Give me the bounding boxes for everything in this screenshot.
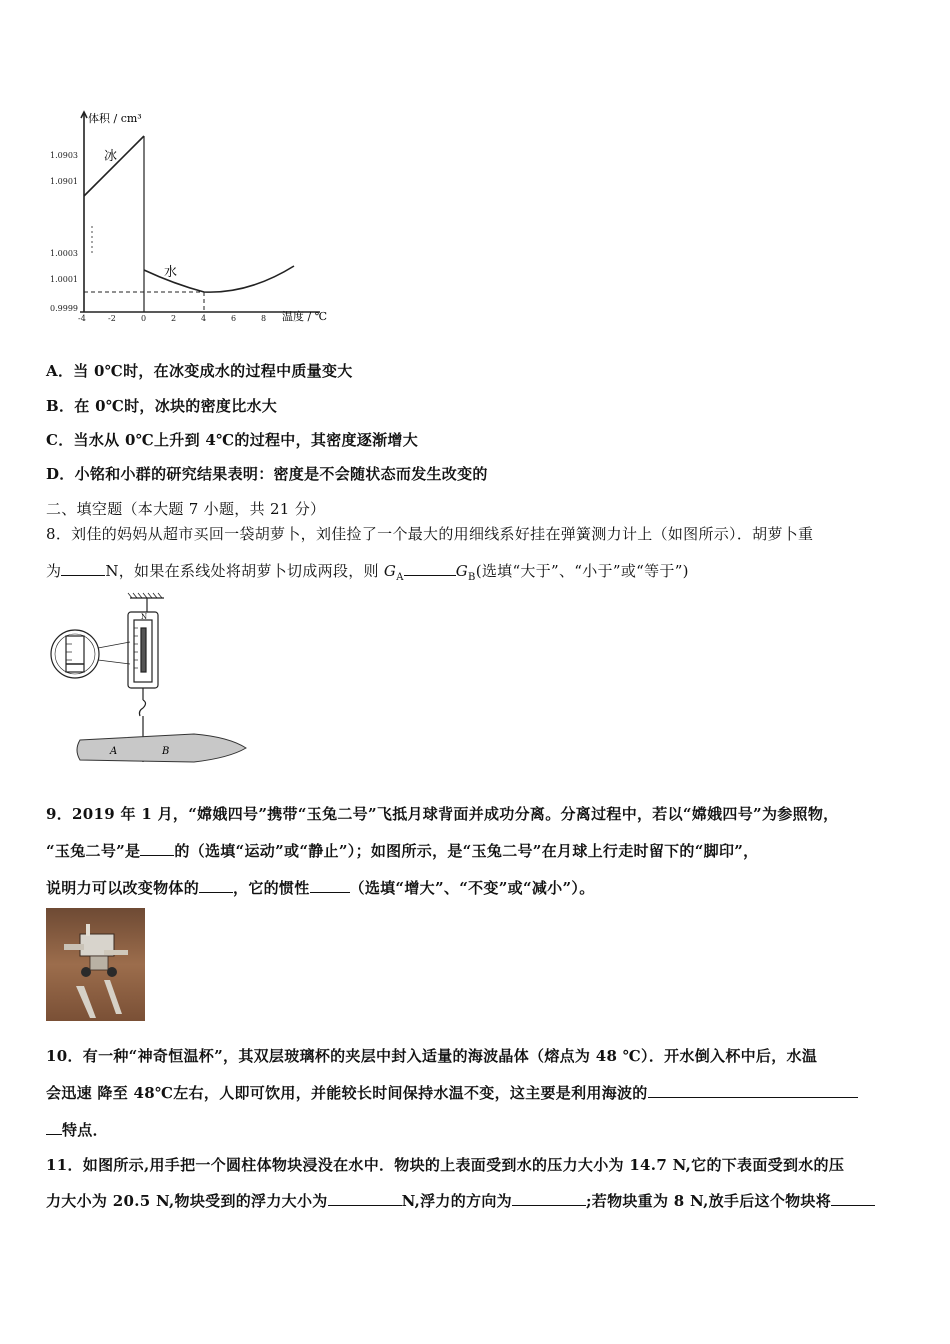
carrot-label-b: B — [162, 746, 170, 757]
q9-text: ，它的惯性 — [233, 879, 310, 897]
q11-blank-result[interactable] — [831, 1191, 875, 1206]
q10-text: 特点． — [62, 1121, 108, 1139]
graph-ice-label: 冰 — [104, 149, 118, 164]
x-tick: 4 — [201, 314, 207, 323]
spring-scale-carrot-figure — [44, 592, 254, 770]
x-tick: -4 — [78, 314, 86, 323]
q8-text: 为 — [46, 562, 62, 580]
y-tick: 1.0901 — [50, 177, 78, 186]
q9-line-2 — [46, 840, 759, 861]
scale-unit-label: N — [141, 613, 148, 621]
q8-blank-weight[interactable] — [61, 561, 105, 576]
x-tick: 6 — [231, 314, 237, 323]
q8-text: (选填“大于”、“小于”或“等于”) — [475, 562, 689, 580]
q11-line-2 — [46, 1190, 875, 1211]
q7-option-c: C．当水从 0℃上升到 4℃的过程中，其密度逐渐增大 — [46, 431, 419, 449]
q10-blank-property[interactable] — [648, 1083, 858, 1098]
graph-y-label: 体积 / cm³ — [88, 112, 142, 125]
q8-line-2 — [46, 560, 689, 583]
q8-blank-compare[interactable] — [404, 561, 456, 576]
x-tick: 0 — [141, 314, 147, 323]
q9-blank-inertia[interactable] — [310, 878, 350, 893]
q10-line-2 — [46, 1082, 858, 1103]
q7-option-d: D．小铭和小群的研究结果表明：密度是不会随状态而发生改变的 — [46, 465, 488, 483]
q9-text: “玉兔二号”是 — [46, 842, 141, 860]
y-tick: 1.0001 — [50, 275, 78, 284]
graph-water-label: 水 — [164, 265, 178, 280]
q8-line-1: 8．刘佳的妈妈从超市买回一袋胡萝卜，刘佳捡了一个最大的用细线系好挂在弹簧测力计上（如图所示）．胡萝卜重 — [46, 525, 814, 543]
q9-text: （选填“增大”、“不变”或“减小”）。 — [349, 879, 595, 897]
y-tick: 0.9999 — [50, 304, 78, 313]
y-tick: 1.0003 — [50, 249, 78, 258]
q7-option-b: B．在 0℃时，冰块的密度比水大 — [46, 397, 278, 415]
q9-line-3 — [46, 877, 595, 898]
q8-gb: G — [455, 562, 469, 580]
q7-option-a: A．当 0℃时，在冰变成水的过程中质量变大 — [46, 362, 353, 380]
ice-line — [84, 136, 144, 196]
q10-line-3 — [46, 1119, 108, 1140]
q8-gb-sub: B — [468, 572, 476, 583]
q9-line-1: 9．2019 年 1 月，“嫦娥四号”携带“玉兔二号”飞抵月球背面并成功分离。分离过程中，若以“嫦娥四号”为参照物， — [46, 805, 839, 823]
q11-text: 力大小为 20.5 N,物块受到的浮力大小为 — [46, 1192, 328, 1210]
q9-blank-state[interactable] — [199, 878, 233, 893]
graph-x-label: 温度 / ℃ — [282, 310, 328, 323]
section-2-title: 二、填空题（本大题 7 小题，共 21 分） — [46, 500, 326, 518]
x-tick: -2 — [108, 314, 116, 323]
q11-text: N,浮力的方向为 — [401, 1192, 512, 1210]
volume-temperature-graph — [40, 108, 350, 330]
q10-text: 会迅速 降至 48℃左右，人即可饮用，并能较长时间保持水温不变，这主要是利用海波的 — [46, 1084, 648, 1102]
x-tick: 2 — [171, 314, 177, 323]
q11-line-1: 11．如图所示,用手把一个圆柱体物块浸没在水中．物块的上表面受到水的压力大小为 14.7 N,它的下表面受到水的压 — [46, 1156, 845, 1174]
q9-text: 的（选填“运动”或“静止”）；如图所示，是“玉兔二号”在月球上行走时留下的“脚印”， — [174, 842, 759, 860]
yutu-rover-photo — [46, 908, 145, 1021]
q10-blank-continued[interactable] — [46, 1120, 62, 1135]
q8-ga: G — [383, 562, 397, 580]
q11-blank-buoyancy[interactable] — [328, 1191, 402, 1206]
q8-ga-sub: A — [396, 572, 404, 583]
q8-text: N，如果在系线处将胡萝卜切成两段，则 — [105, 562, 379, 580]
q10-line-1: 10．有一种“神奇恒温杯”，其双层玻璃杯的夹层中封入适量的海波晶体（熔点为 48 ℃）．开水倒入杯中后，水温 — [46, 1047, 818, 1065]
q11-text: ;若物块重为 8 N,放手后这个物块将 — [585, 1192, 832, 1210]
q9-text: 说明力可以改变物体的 — [46, 879, 200, 897]
y-tick: 1.0903 — [50, 151, 78, 160]
carrot-label-a: A — [110, 746, 118, 757]
q9-blank-motion[interactable] — [140, 841, 174, 856]
q11-blank-direction[interactable] — [512, 1191, 586, 1206]
x-tick: 8 — [261, 314, 267, 323]
